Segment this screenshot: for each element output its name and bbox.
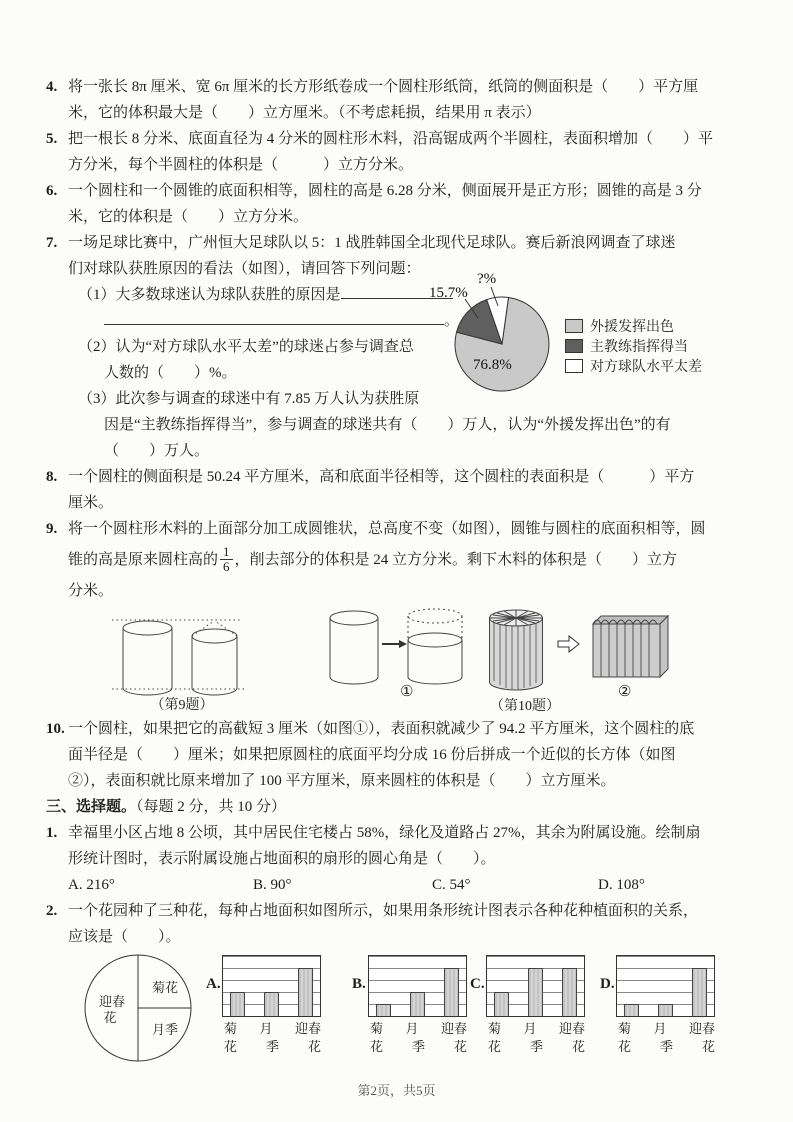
garden-pie-chart <box>82 952 194 1066</box>
page-number-footer: 第2页，共5页 <box>357 1083 436 1098</box>
question-7-sub2-line-1: （2）认为“对方球队水平太差”的球迷占参与调查总 <box>78 339 414 355</box>
question-4-number: 4. <box>46 79 58 95</box>
question-5-line-1: 把一根长 8 分米、底面直径为 4 分米的圆柱形木料，沿高锯成两个半圆柱，表面积增加（ ）平 <box>68 131 714 147</box>
question-4-line-1: 将一张长 8π 厘米、宽 6π 厘米的长方形纸卷成一个圆柱形纸筒，纸筒的侧面积是（ ）平方厘 <box>68 79 699 95</box>
question-7-number: 7. <box>46 235 58 251</box>
pie-label-15.7: 15.7% <box>429 285 468 301</box>
slice-label-yingchun-1: 迎春 <box>98 994 126 1009</box>
fraction-one-sixth <box>220 545 233 573</box>
bar <box>376 1004 391 1016</box>
question-5 <box>46 126 757 178</box>
question-8-line-1: 一个圆柱的侧面积是 50.24 平方厘米，高和底面半径相等，这个圆柱的表面积是（ ）平方 <box>68 469 695 485</box>
question-7-line-2: 们对球队获胜原因的看法（如图），请回答下列问题： <box>68 261 421 277</box>
choice-2-line-2: 应该是（ ）。 <box>68 929 181 945</box>
choice-question-1 <box>46 820 757 898</box>
question-10-line-3: ②），表面积就比原来增加了 100 平方厘米，原来圆柱的体积是（ ）立方厘米。 <box>68 773 616 789</box>
question-6-line-2: 米，它的体积是（ ）立方分米。 <box>68 209 309 225</box>
legend-label-duifang: 对方球队水平太差 <box>590 360 702 375</box>
question-5-line-2: 方分米，每个半圆柱的体积是（ ）立方分米。 <box>68 157 414 173</box>
category-label: 月 <box>653 1021 667 1036</box>
question-7-line-1: 一场足球比赛中，广州恒大足球队以 5：1 战胜韩国全北现代足球队。赛后新浪网调查了球迷 <box>68 235 676 251</box>
fan-survey-pie-block <box>415 266 770 400</box>
question-9-line-2 <box>68 542 757 578</box>
question-9 <box>46 516 757 604</box>
bar <box>692 968 707 1016</box>
choice-1-option-c: C. 54° <box>432 877 471 893</box>
question-9-line-2-pre: 锥的高是原来圆柱高的 <box>68 552 219 568</box>
fraction-numerator: 1 <box>220 545 233 560</box>
legend-swatch-light <box>565 319 583 333</box>
question-6-number: 6. <box>46 183 58 199</box>
legend-swatch-dark <box>565 339 583 353</box>
option-d-bar-chart <box>616 955 715 1017</box>
figure-question-10 <box>325 604 765 716</box>
choice-2-line-1: 一个花园种了三种花，每种占地面积如图所示，如果用条形统计图表示各种花种植面积的关系， <box>68 903 699 919</box>
option-d-categories-row-1 <box>616 1020 717 1037</box>
legend-label-waiyuan: 外援发挥出色 <box>590 320 674 335</box>
option-b-categories-row-1 <box>368 1020 469 1037</box>
bar <box>410 992 425 1016</box>
choice-1-option-a: A. 216° <box>68 877 115 893</box>
category-label: 花 <box>701 1039 715 1054</box>
question-7-sub3-line-1: （3）此次参与调查的球迷中有 7.85 万人认为获胜原 <box>78 391 420 407</box>
section-3-note: （每题 2 分，共 10 分） <box>136 799 287 815</box>
question-7-sub3-line-3: （ ）万人。 <box>104 443 210 459</box>
question-9-line-1: 将一个圆柱形木料的上面部分加工成圆锥状，总高度不变（如图），圆锥与圆柱的底面积相等，圆 <box>68 521 706 537</box>
category-label: 花 <box>571 1039 585 1054</box>
choice-2-number: 2. <box>46 903 58 919</box>
option-b-letter: B. <box>352 976 366 992</box>
option-d-letter: D. <box>600 976 615 992</box>
fraction-denominator: 6 <box>223 558 230 574</box>
option-c-categories-row-2 <box>486 1038 587 1055</box>
category-label: 迎春 <box>440 1021 467 1036</box>
question-9-number: 9. <box>46 521 58 537</box>
sectored-cylinder-icon <box>490 610 543 690</box>
cut-cylinder-icon <box>408 609 462 684</box>
question-10 <box>46 716 757 794</box>
slice-label-juhua: 菊花 <box>151 980 179 995</box>
cylinder-icon <box>330 611 378 684</box>
category-label: 月 <box>523 1021 537 1036</box>
choice-1-options <box>68 872 757 898</box>
pie-slices <box>455 297 549 391</box>
category-label: 季 <box>265 1039 279 1054</box>
option-b-categories-row-2 <box>368 1038 469 1055</box>
cylinder-icon <box>123 621 172 695</box>
figure-9-caption: （第9题） <box>150 698 214 713</box>
cylinder-with-cone-icon <box>192 621 237 695</box>
category-label: 花 <box>618 1039 632 1054</box>
pie-label-76.8: 76.8% <box>473 357 512 373</box>
slice-label-yueji: 月季 <box>151 1022 179 1037</box>
slice-label-yingchun-2: 花 <box>103 1010 117 1025</box>
bar <box>230 992 245 1016</box>
option-d-categories-row-2 <box>616 1038 717 1055</box>
hollow-arrow-icon <box>558 636 579 652</box>
option-a-letter: A. <box>206 976 221 992</box>
legend-row <box>565 316 702 336</box>
category-label: 花 <box>488 1039 502 1054</box>
option-a-categories-row-2 <box>222 1038 323 1055</box>
option-a-bar-chart <box>222 955 321 1017</box>
option-c-letter: C. <box>470 976 485 992</box>
question-7-sub1-text: （1）大多数球迷认为球队获胜的原因是 <box>78 287 341 303</box>
category-label: 菊 <box>370 1021 384 1036</box>
section-3-heading <box>46 794 757 820</box>
figure-10-caption: （第10题） <box>490 699 560 714</box>
question-4 <box>46 74 757 126</box>
bar <box>298 968 313 1016</box>
question-6 <box>46 178 757 230</box>
category-label: 花 <box>370 1039 384 1054</box>
question-8-number: 8. <box>46 469 58 485</box>
category-label: 月 <box>259 1021 273 1036</box>
choice-1-option-d: D. 108° <box>598 877 645 893</box>
choice-question-2 <box>46 898 757 950</box>
option-a-categories-row-1 <box>222 1020 323 1037</box>
legend-row <box>565 336 702 356</box>
bar <box>528 968 543 1016</box>
bar <box>494 992 509 1016</box>
category-label: 季 <box>529 1039 543 1054</box>
page-content <box>46 74 757 1070</box>
category-label: 花 <box>453 1039 467 1054</box>
bar <box>624 1004 639 1016</box>
question-5-number: 5. <box>46 131 58 147</box>
choice-1-line-1: 幸福里小区占地 8 公顷，其中居民住宅楼占 58%，绿化及道路占 27%，其余为附属设施。绘制扇 <box>68 825 701 841</box>
legend-label-zhujiaolian: 主教练指挥得当 <box>590 340 688 355</box>
category-label: 菊 <box>618 1021 632 1036</box>
category-label: 花 <box>224 1039 238 1054</box>
bar <box>658 1004 673 1016</box>
approximate-prism-icon <box>593 616 668 677</box>
question-9-line-2-post: ，削去部分的体积是 24 立方分米。剩下木料的体积是（ ）立方 <box>234 552 678 568</box>
figure-row-cylinders <box>46 604 757 716</box>
category-label: 菊 <box>488 1021 502 1036</box>
option-b-bar-chart <box>368 955 467 1017</box>
option-c-categories-row-1 <box>486 1020 587 1037</box>
category-label: 月 <box>405 1021 419 1036</box>
choice-1-line-2: 形统计图时，表示附属设施占地面积的扇形的圆心角是（ ）。 <box>68 851 496 867</box>
pie-label-question: ?% <box>477 271 497 287</box>
question-10-line-2: 面半径是（ ）厘米；如果把原圆柱的底面平均分成 16 份后拼成一个近似的长方体（如图 <box>68 747 676 763</box>
bar <box>264 992 279 1016</box>
question-6-line-1: 一个圆柱和一个圆锥的底面积相等，圆柱的高是 6.28 分米，侧面展开是正方形；圆锥的高是 3 分 <box>68 183 702 199</box>
category-label: 季 <box>659 1039 673 1054</box>
legend-swatch-white <box>565 359 583 373</box>
question-4-line-2: 米，它的体积最大是（ ）立方厘米。（不考虑耗损，结果用 π 表示） <box>68 105 541 121</box>
figure-10-label-2: ② <box>618 684 632 700</box>
question-9-line-3: 分米。 <box>68 583 114 599</box>
question-8-line-2: 厘米。 <box>68 495 114 511</box>
question-7-sub1-period: 。 <box>444 313 460 329</box>
option-c-bar-chart <box>486 955 585 1017</box>
question-7-sub3-line-2: 因是“主教练指挥得当”，参与调查的球迷共有（ ）万人，认为“外援发挥出色”的有 <box>104 417 671 433</box>
question-8 <box>46 464 757 516</box>
figure-question-9 <box>50 606 310 716</box>
category-label: 菊 <box>224 1021 238 1036</box>
category-label: 迎春 <box>688 1021 715 1036</box>
category-label: 花 <box>307 1039 321 1054</box>
question-7-sub2-line-2: 人数的（ ）%。 <box>104 365 237 381</box>
question-10-line-1: 一个圆柱，如果把它的高截短 3 厘米（如图①），表面积就减少了 94.2 平方厘米，这个圆柱的底 <box>68 721 695 737</box>
category-label: 迎春 <box>558 1021 585 1036</box>
legend-row <box>565 356 702 376</box>
answer-blank <box>104 309 444 325</box>
choice-1-option-b: B. 90° <box>253 877 292 893</box>
bar <box>562 968 577 1016</box>
category-label: 迎春 <box>294 1021 321 1036</box>
section-3-title: 三、选择题。 <box>46 799 137 815</box>
choice-1-number: 1. <box>46 825 58 841</box>
arrow-icon <box>382 640 407 648</box>
pie-legend <box>565 316 702 376</box>
question-10-number: 10. <box>46 721 65 737</box>
figure-10-label-1: ① <box>400 684 414 700</box>
category-label: 季 <box>411 1039 425 1054</box>
choice-2-figures <box>46 950 757 1070</box>
bar <box>444 968 459 1016</box>
